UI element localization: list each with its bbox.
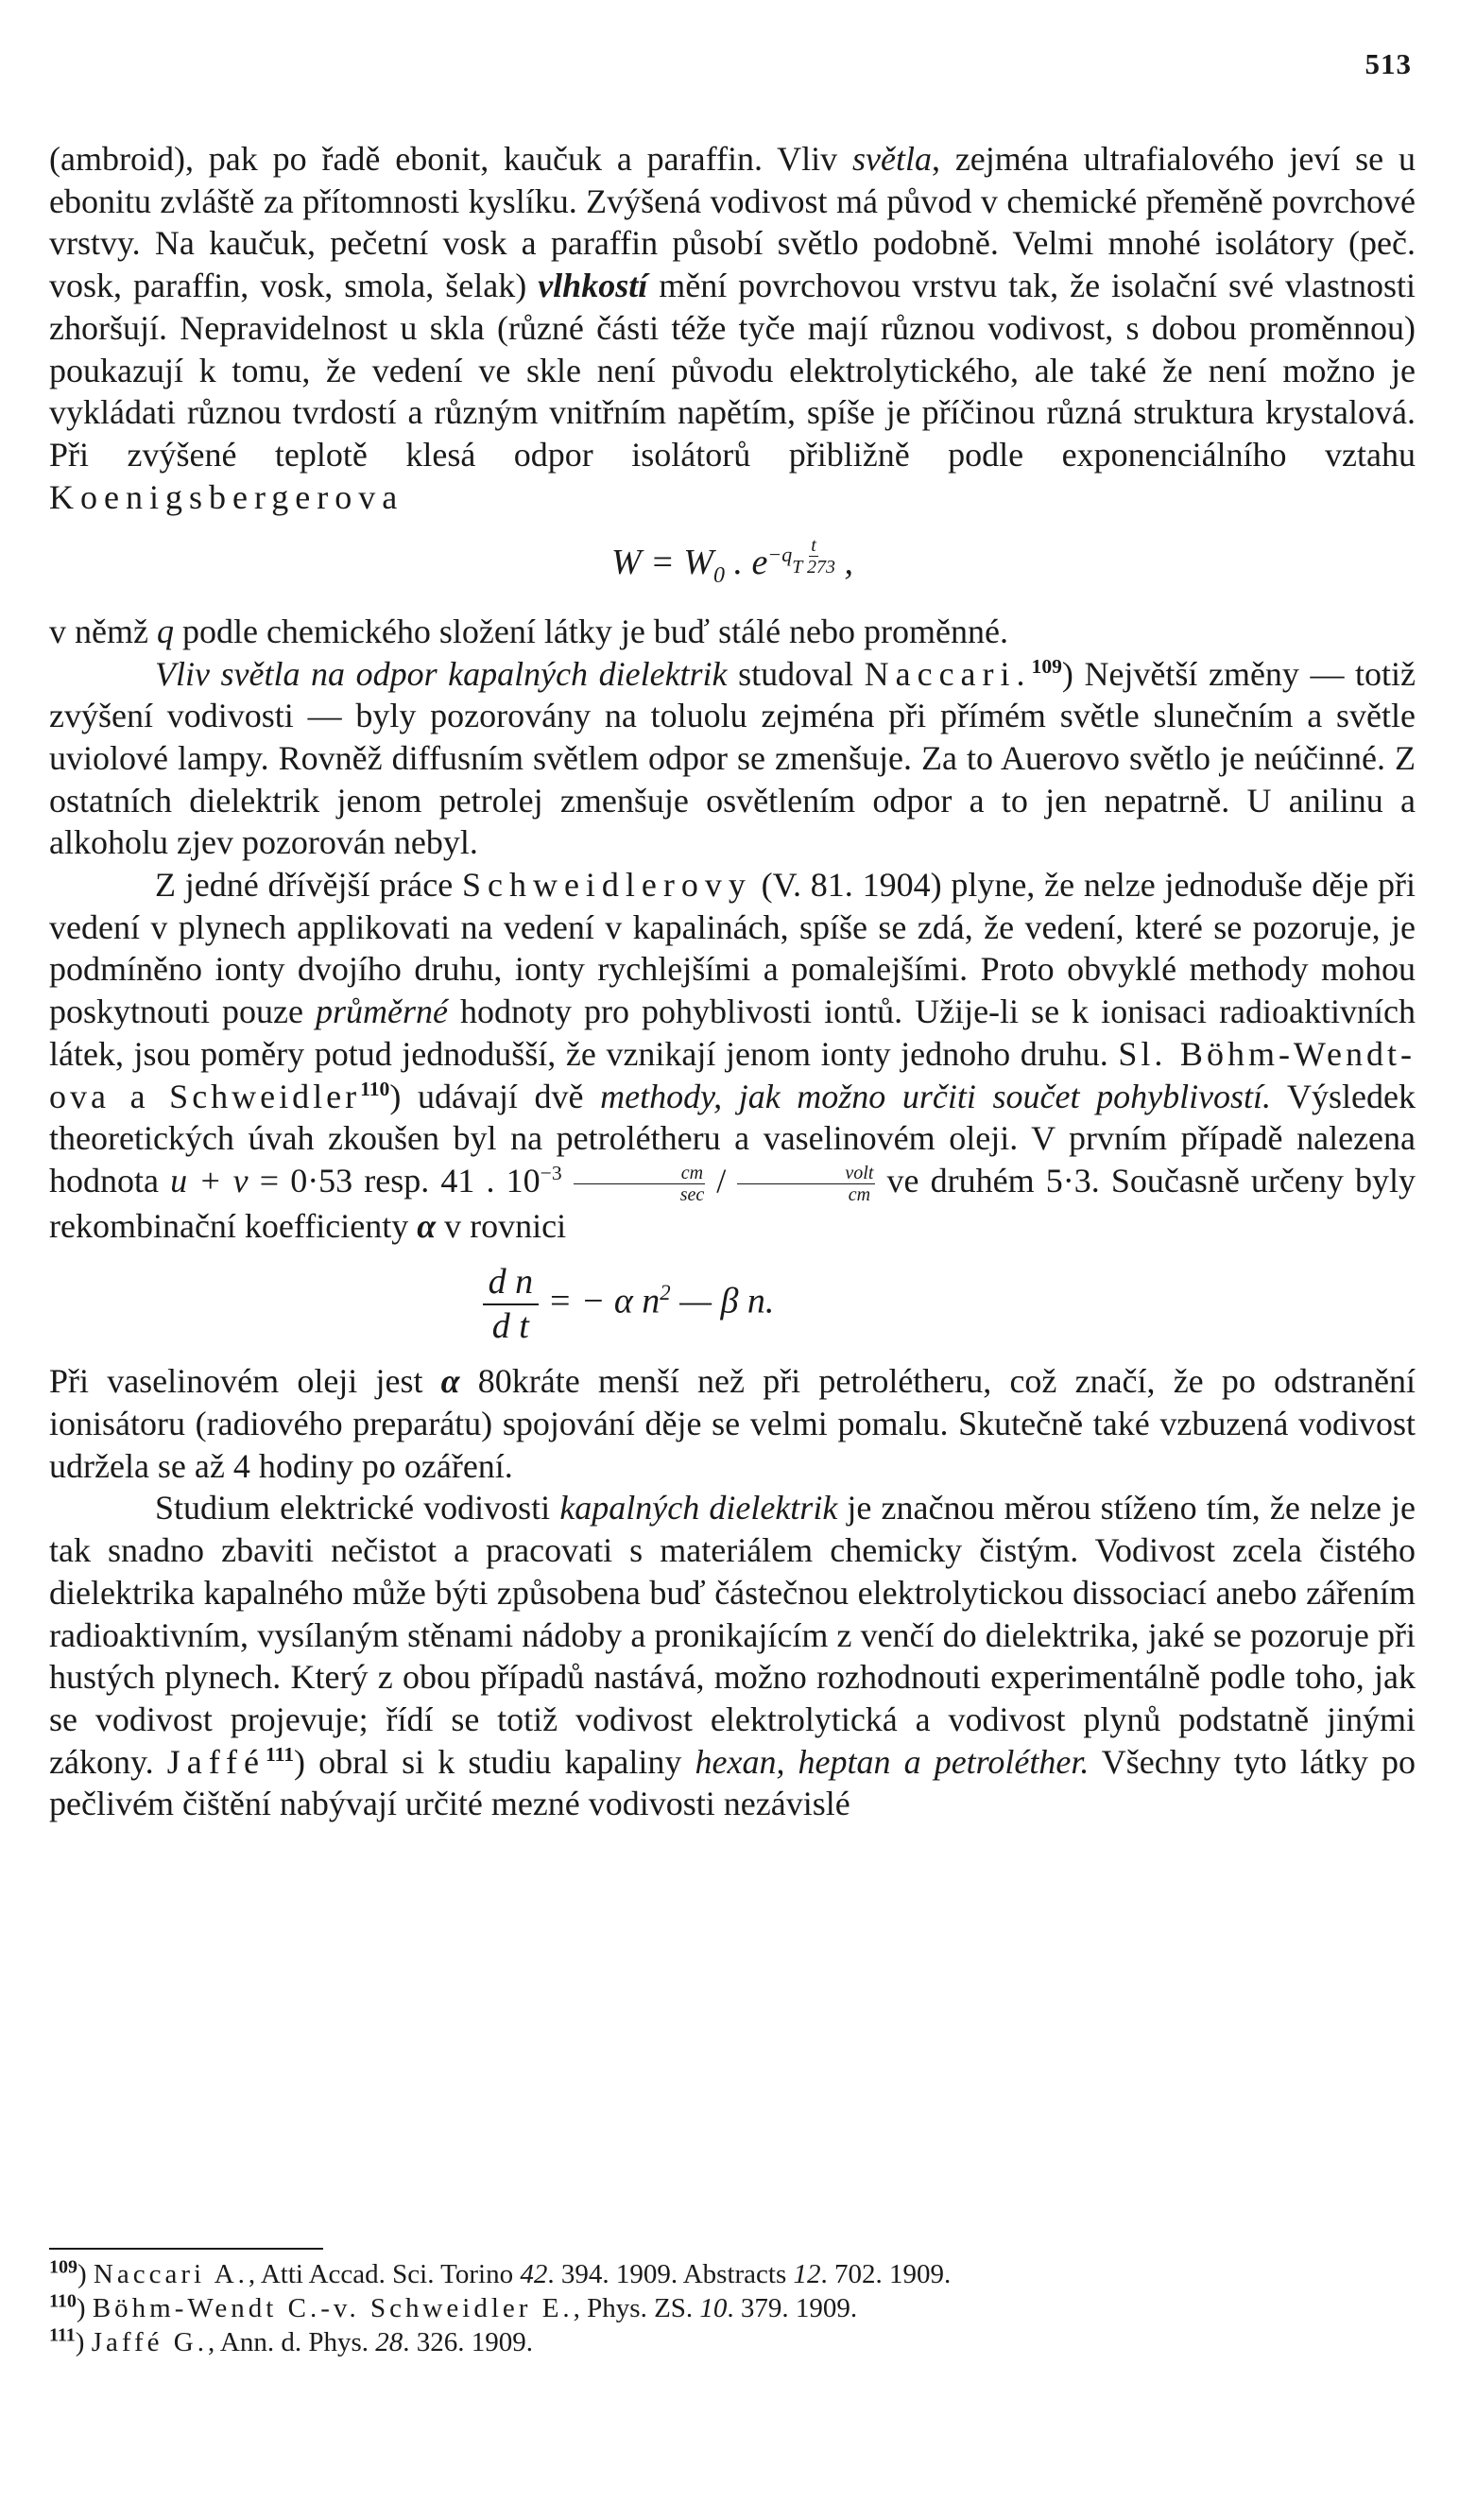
- text-run: , Ann. d. Phys.: [207, 2327, 376, 2357]
- footnote-author: Böhm-Wendt C.-v. Schweidler E.: [92, 2293, 574, 2323]
- text-run: . 379. 1909.: [727, 2293, 858, 2323]
- footnote-volume: 42: [520, 2259, 548, 2289]
- text-run: ) obral si k studiu kapaliny: [294, 1742, 695, 1781]
- text-run: v rovnici: [436, 1207, 567, 1246]
- italic-run: q: [156, 612, 174, 650]
- author-name: Schweidlerovy: [461, 866, 752, 905]
- unit-cm-sec: [574, 1163, 705, 1205]
- unit-volt-cm: [737, 1163, 875, 1205]
- text-run: (V. 81. 1904) plyne, že nelze jednoduše děje při vedení v plynech applikovati na vedení v kapalinách, spíše se zdá, že vedení, které se pozoruje, je podmíněno ionty dvojího druhu, ionty rychlejšími a pomalejšími. Proto obvyklé methody mohou poskytnouti pouze: [49, 866, 1416, 1031]
- italic-run: u + v: [170, 1161, 249, 1200]
- equation-recombination: [49, 1261, 1416, 1347]
- text-run: = 0·53 resp. 41 . 10: [248, 1161, 541, 1200]
- author-name: Koenigsbergerova: [49, 477, 404, 516]
- text-run: ) Největší změny — totiž zvýšení vodivosti — byly pozorovány na toluolu zejména při přímém světle slunečním a světle uviolové lampy. Rovněž diffusním světlem odpor se zmenšuje. Za to Auerovo světlo je neúčinné. Z ostatních dielektrik jenom petrolej zmenšuje osvětlením odpor a to jen nepatrně. U anilinu a alkoholu zjev pozorován nebyl.: [49, 654, 1416, 862]
- text-run: Z jedné dřívější práce: [155, 866, 462, 905]
- footnote-mark: 109: [49, 2256, 77, 2278]
- unit-slash: /: [705, 1161, 738, 1200]
- eq-subscript: 0: [712, 563, 725, 589]
- text-run: . 326. 1909.: [403, 2327, 533, 2357]
- italic-run: α: [440, 1362, 460, 1401]
- footnote-author: Naccari A.: [93, 2259, 249, 2289]
- footnotes: [49, 2257, 1416, 2359]
- footnote-volume: 12: [793, 2259, 821, 2289]
- italic-run: methody, jak možno určiti součet pohyblivostí.: [600, 1077, 1272, 1115]
- unit-num: volt: [737, 1163, 875, 1184]
- italic-run: Vliv světla na odpor kapalných dielektrik: [155, 654, 728, 693]
- text-run: 80kráte menší než při petrolétheru, což značí, že po odstranění ionisátoru (radiového preparátu) spojování děje se velmi pomalu. Skutečně také vzbuzená vodivost udržela se až 4 hodiny po ozáření.: [49, 1362, 1416, 1485]
- footnote-mark: 110: [49, 2290, 77, 2312]
- footnote-ref: 109: [1031, 654, 1062, 678]
- eq-exp-num: t: [811, 535, 816, 557]
- text-run: v němž: [49, 612, 157, 650]
- unit-num: cm: [574, 1163, 705, 1184]
- eq2-square: 2: [660, 1280, 671, 1304]
- text-run: je značnou měrou stíženo tím, že nelze je tak snadno zbaviti nečistot a pracovati s materiálem chemicky čistým. Vodivost zcela čistého dielektrika kapalného může býti způsobena buď částečnou elektrolytickou dissociací anebo zářením radioaktivním, vysílaným stěnami nádoby a pronikajícím z venčí do dielektrika, jaké se pozoruje při hustých plynech. Který z obou případů nastává, možno rozhodnouti experimentálně podle toho, jak se vodivost projevuje; řídí se totiž vodivost elektrolytická a vodivost plynů podstatně jinými zákony.: [49, 1489, 1416, 1781]
- eq-lhs: W = W: [611, 543, 713, 583]
- text-run: hodnoty pro pohyblivosti iontů. Užije-li se k ionisaci radioaktivních látek, jsou poměry potud jednodušší, že vznikají jenom ionty jednoho druhu.: [49, 992, 1416, 1073]
- footnote-ref: 111: [266, 1742, 295, 1766]
- text-run: studoval: [727, 654, 865, 693]
- italic-run: průměrné: [316, 992, 448, 1031]
- author-name: Sl. Böhm-Wendt-ova a Schweidler: [49, 1034, 1416, 1115]
- text-run: . 394. 1909. Abstracts: [547, 2259, 794, 2289]
- footnote-volume: 28: [375, 2327, 403, 2357]
- footnote-109: $^{109}$) Naccari A., Atti Accad. Sci. Torino 42. 394. 1909. Abstracts 12. 702. 1909.: [49, 2256, 952, 2289]
- exponent: −3: [540, 1161, 562, 1184]
- unit-den: sec: [679, 1184, 705, 1206]
- italic-run: hexan, heptan a petroléther.: [695, 1742, 1090, 1781]
- text-run: , zejména ultrafialového jeví se u ebonitu zvláště za přítomnosti kyslíku. Zvýšená vodivost má původ v chemické přeměně povrchové vrstvy. Na kaučuk, pečetní vosk a paraffin působí světlo podobně. Velmi mnohé isolátory (peč. vosk, paraffin, vosk, smola, šelak): [49, 140, 1416, 305]
- body-text: [49, 138, 1416, 1825]
- author-name: Naccari.: [864, 654, 1032, 693]
- paragraph-2: [49, 611, 1416, 653]
- eq2-rhs2: — β n.: [670, 1281, 775, 1321]
- footnote-111: $^{111}$) Jaffé G., Ann. d. Phys. 28. 326. 1909.: [49, 2324, 533, 2357]
- footnote-rule: [49, 2248, 323, 2250]
- eq2-fraction: [483, 1261, 540, 1347]
- footnote-ref: 110: [360, 1077, 390, 1100]
- footnote-author: Jaffé G.: [91, 2327, 208, 2357]
- paragraph-3: [49, 653, 1416, 865]
- italic-run: vlhkostí: [538, 267, 648, 305]
- paragraph-5: [49, 1360, 1416, 1487]
- eq-exp-den: T 273: [792, 557, 835, 578]
- text-run: (ambroid), pak po řadě ebonit, kaučuk a paraffin. Vliv: [49, 140, 852, 178]
- text-run: Při vaselinovém oleji jest: [49, 1362, 441, 1401]
- footnote-mark: 111: [49, 2324, 76, 2346]
- eq-exponent-fraction: [792, 535, 835, 578]
- text-run: Všechny tyto látky po pečlivém čištění nabývají určité mezné vodivosti nezávislé: [49, 1742, 1416, 1823]
- text-run: podle chemického složení látky je buď stálé nebo proměnné.: [173, 612, 1008, 650]
- text-run: mění povrchovou vrstvu tak, že isolační své vlastnosti zhoršují. Nepravidelnost u skla (různé části téže tyče mají různou vodivost, s dobou proměnnou) poukazují k tomu, že vedení ve skle není původu elektrolytického, ale také že není možno je vykládati různou tvrdostí a různým vnitřním napětím, spíše je příčinou různá struktura krystalová. Při zvýšené teplotě klesá odpor isolátorů přibližně podle exponenciálního vztahu: [49, 267, 1416, 474]
- text-run: , Phys. ZS.: [573, 2293, 700, 2323]
- eq-mid: . e: [724, 543, 768, 583]
- eq2-rhs: = − α n: [539, 1281, 661, 1321]
- italic-run: kapalných dielektrik: [559, 1489, 838, 1528]
- eq-trail: ,: [834, 543, 853, 583]
- equation-koenigsberger: [49, 535, 1416, 597]
- text-run: , Atti Accad. Sci. Torino: [248, 2259, 521, 2289]
- eq-exponent: −q: [767, 542, 793, 566]
- eq2-den: d t: [491, 1305, 529, 1346]
- footnote-volume: 10: [699, 2293, 728, 2323]
- paragraph-4: [49, 864, 1416, 1248]
- text-run: . 702. 1909.: [820, 2259, 952, 2289]
- italic-run: světla: [852, 140, 932, 178]
- unit-den: cm: [848, 1184, 871, 1206]
- paragraph-6: [49, 1487, 1416, 1825]
- italic-run: α: [417, 1207, 437, 1246]
- eq2-num: d n: [483, 1261, 540, 1305]
- text-run: ) udávají dvě: [389, 1077, 601, 1115]
- page-number: 513: [1365, 47, 1412, 80]
- text-run: Výsledek theoretických úvah zkoušen byl na petrolétheru a vaselinovém oleji. V prvním případě nalezena hodnota: [49, 1077, 1416, 1200]
- author-name: Jaffé: [166, 1742, 266, 1781]
- text-run: ve druhém 5·3. Současně určeny byly rekombinační koefficienty: [49, 1161, 1416, 1246]
- paragraph-1: [49, 138, 1416, 518]
- footnote-110: $^{110}$) Böhm-Wendt C.-v. Schweidler E., Phys. ZS. 10. 379. 1909.: [49, 2290, 858, 2323]
- text-run: Studium elektrické vodivosti: [155, 1489, 560, 1528]
